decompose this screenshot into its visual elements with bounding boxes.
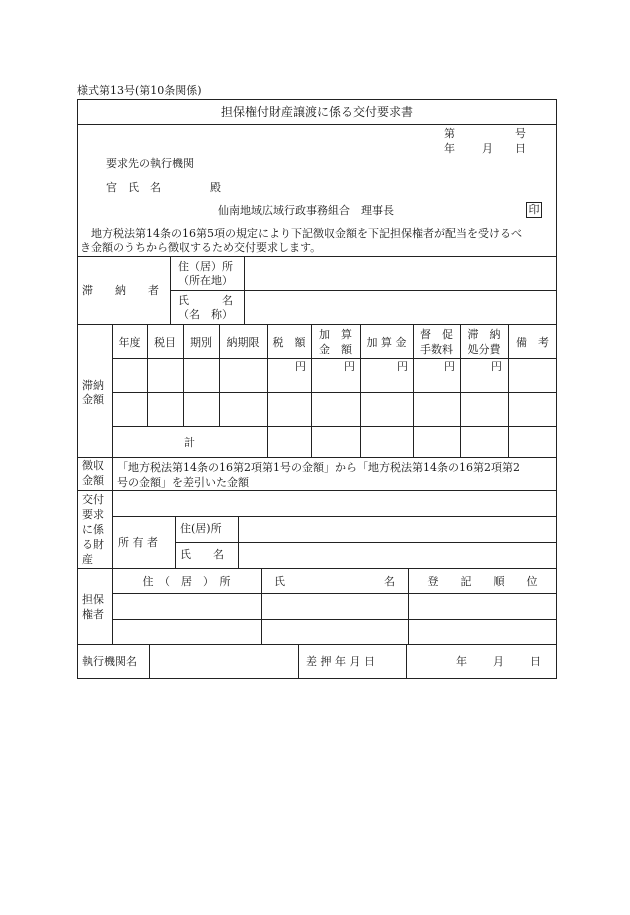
header-year: 年度 bbox=[118, 336, 141, 349]
delinquent-label: 滞 納 者 bbox=[82, 284, 159, 297]
owner-address-label: 住(居)所 bbox=[180, 522, 222, 535]
official-name-label: 官 氏 名 bbox=[106, 181, 161, 194]
collection-label-1: 徴収 bbox=[82, 459, 104, 472]
date-year: 年 bbox=[444, 142, 455, 155]
property-label-3: に係 bbox=[82, 523, 104, 536]
header-surcharge-1: 加 算 bbox=[319, 328, 352, 341]
header-period: 期別 bbox=[190, 336, 212, 349]
statement-line-1: 地方税法第14条の16第5項の規定により下記徴収金額を下記担保権者が配当を受けるべ bbox=[80, 227, 522, 240]
statement-line-2: き金額のうちから徴収するため交付要求します。 bbox=[80, 241, 322, 254]
number-label: 第 bbox=[444, 127, 455, 140]
collection-text-1: 「地方税法第14条の16第2項第1号の金額」から「地方税法第14条の16第2項第2 bbox=[117, 461, 520, 474]
secured-col-name: 氏 名 bbox=[274, 575, 395, 588]
yen-dunning: 円 bbox=[444, 360, 455, 373]
yen-surcharge: 円 bbox=[344, 360, 355, 373]
seizure-date-label: 差 押 年 月 日 bbox=[306, 655, 375, 668]
header-tax-amount: 税 額 bbox=[272, 336, 306, 349]
property-label-5: 産 bbox=[82, 553, 93, 566]
secured-label-1: 担保 bbox=[82, 593, 104, 606]
property-label-4: る財 bbox=[82, 538, 104, 551]
yen-disposal: 円 bbox=[491, 360, 502, 373]
header-surcharge-2: 金 額 bbox=[319, 343, 352, 356]
collection-text-2: 号の金額」を差引いた金額 bbox=[117, 476, 249, 489]
header-dunning-2: 手数料 bbox=[420, 343, 453, 356]
property-label-1: 交付 bbox=[82, 493, 104, 506]
header-additional: 加 算 金 bbox=[366, 336, 407, 349]
delinquent-address-label: 住（居）所 bbox=[178, 260, 233, 273]
amount-section-label-2: 金額 bbox=[82, 393, 104, 406]
form-id: 様式第13号(第10条関係) bbox=[77, 84, 202, 97]
yen-additional: 円 bbox=[397, 360, 408, 373]
delinquent-name-label: 氏 名 bbox=[178, 294, 233, 307]
delinquent-name-sublabel: （名 称） bbox=[178, 308, 233, 321]
secured-col-rank: 登 記 順 位 bbox=[427, 575, 538, 588]
header-due-date: 納期限 bbox=[226, 336, 260, 349]
date-day: 日 bbox=[515, 142, 526, 155]
seal-mark: 印 bbox=[526, 202, 542, 218]
owner-label: 所 有 者 bbox=[118, 536, 158, 549]
header-remarks: 備 考 bbox=[516, 336, 549, 349]
date-month: 月 bbox=[482, 142, 493, 155]
header-disposal-1: 滞 納 bbox=[467, 328, 501, 341]
header-tax-item: 税目 bbox=[154, 336, 176, 349]
total-label: 計 bbox=[184, 436, 195, 449]
issuer: 仙南地域広域行政事務組合 理事長 bbox=[218, 204, 394, 217]
secured-col-address: 住 （ 居 ） 所 bbox=[142, 575, 231, 588]
header-disposal-2: 処分費 bbox=[467, 343, 501, 356]
seizure-month: 月 bbox=[493, 655, 504, 668]
property-label-2: 要求 bbox=[82, 508, 104, 521]
collection-label-2: 金額 bbox=[82, 474, 104, 487]
divider bbox=[77, 124, 557, 125]
honorific: 殿 bbox=[210, 181, 221, 194]
seizure-year: 年 bbox=[456, 655, 467, 668]
owner-name-label: 氏 名 bbox=[180, 548, 224, 561]
amount-section-label-1: 滞納 bbox=[82, 379, 104, 392]
number-suffix: 号 bbox=[515, 127, 526, 140]
header-dunning-1: 督 促 bbox=[420, 328, 453, 341]
page-title: 担保権付財産譲渡に係る交付要求書 bbox=[220, 105, 413, 119]
seizure-day: 日 bbox=[530, 655, 541, 668]
recipient-label: 要求先の執行機関 bbox=[106, 157, 194, 170]
delinquent-address-sublabel: （所在地） bbox=[178, 274, 233, 287]
secured-label-2: 権者 bbox=[82, 608, 104, 621]
agency-label: 執行機関名 bbox=[82, 655, 137, 668]
yen-tax: 円 bbox=[295, 360, 306, 373]
